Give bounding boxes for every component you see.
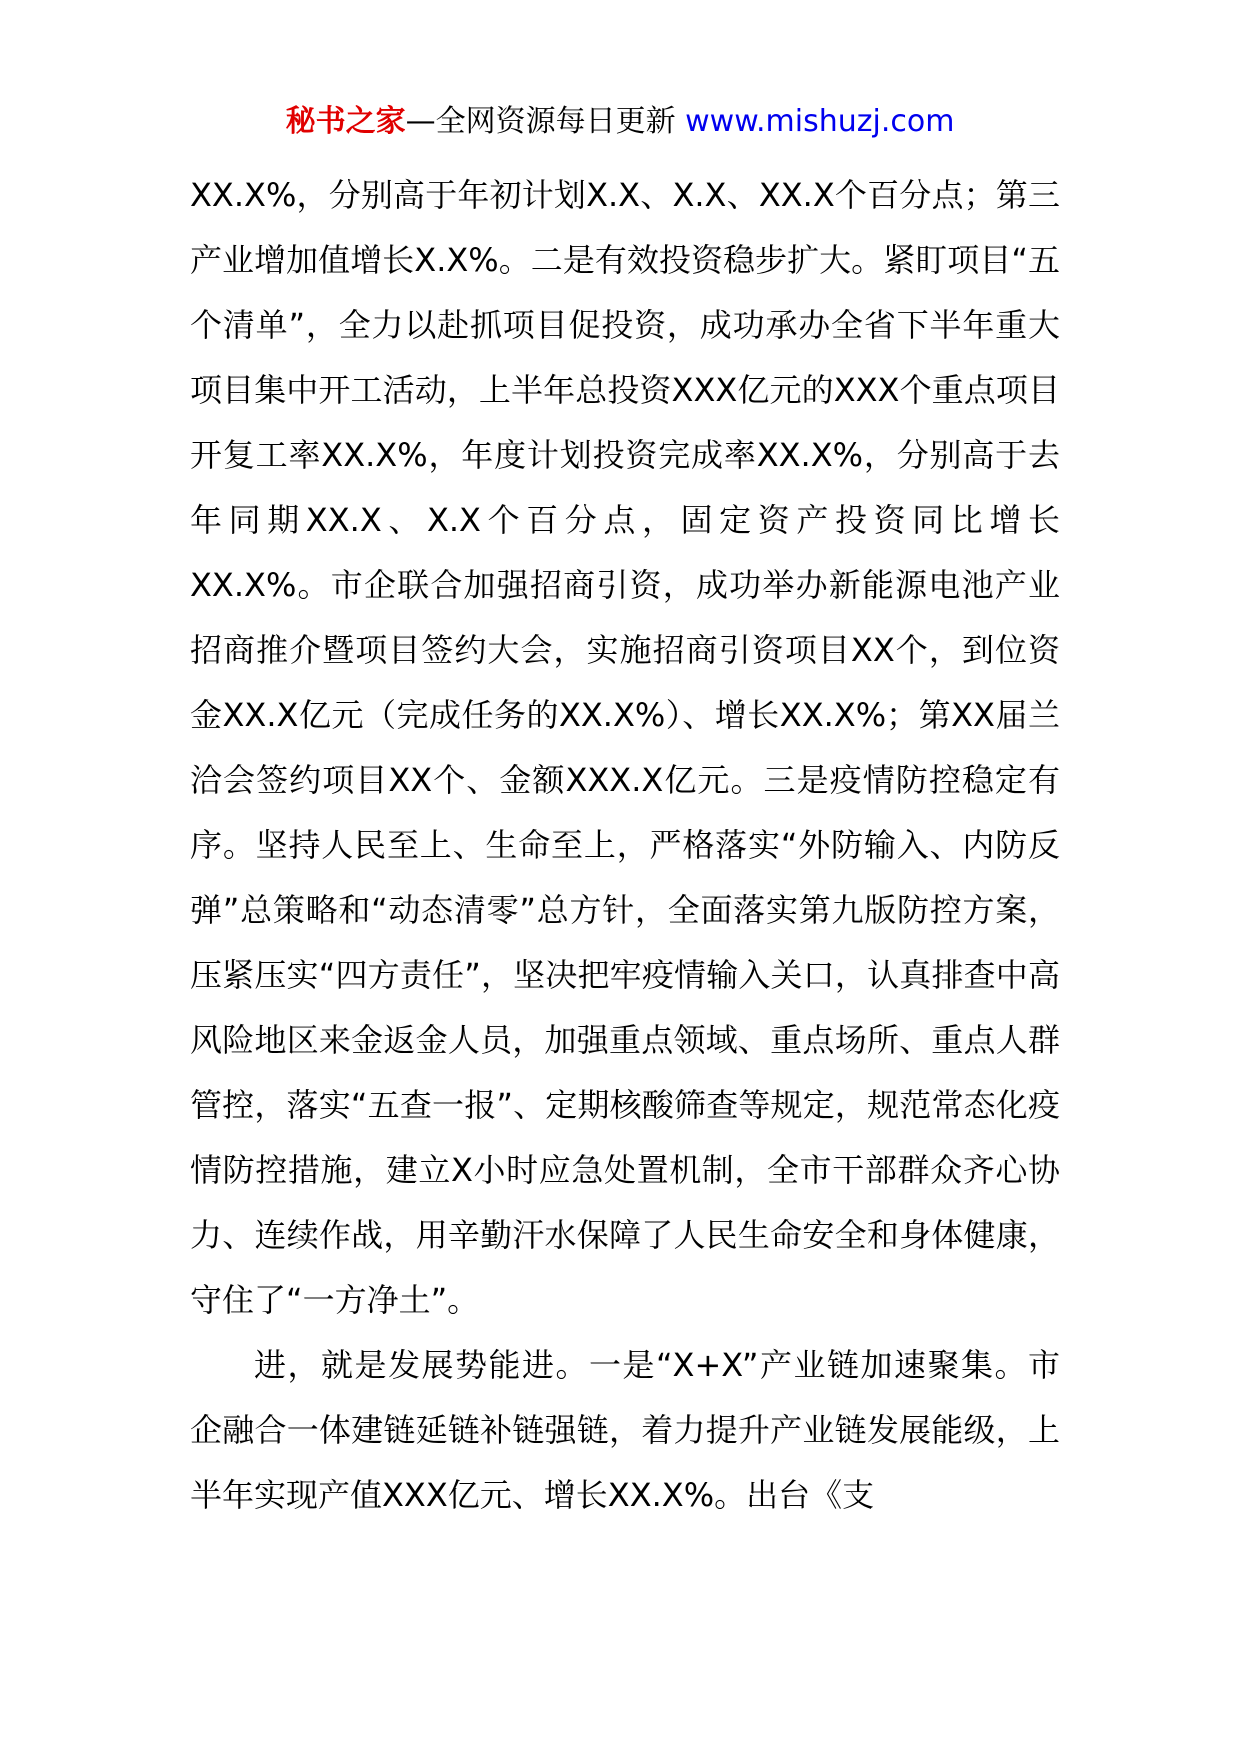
site-slogan: —全网资源每日更新 bbox=[405, 104, 676, 139]
site-header bbox=[0, 100, 1240, 144]
site-brand: 秘书之家 bbox=[285, 104, 406, 139]
document-body bbox=[190, 163, 1060, 1528]
site-url-link[interactable]: www.mishuzj.com bbox=[685, 104, 955, 139]
paragraph-continued: XX.X%，分别高于年初计划X.X、X.X、XX.X个百分点；第三产业增加值增长X.X%。二是有效投资稳步扩大。紧盯项目“五个清单”，全力以赴抓项目促投资，成功承办全省下半年重大项目集中开工活动，上半年总投资XXX亿元的XXX个重点项目开复工率XX.X%，年度计划投资完成率XX.X%，分别高于去年同期XX.X、X.X个百分点，固定资产投资同比增长XX.X%。市企联合加强招商引资，成功举办新能源电池产业招商推介暨项目签约大会，实施招商引资项目XX个，到位资金XX.X亿元（完成任务的XX.X%）、增长XX.X%；第XX届兰洽会签约项目XX个、金额XXX.X亿元。三是疫情防控稳定有序。坚持人民至上、生命至上，严格落实“外防输入、内防反弹”总策略和“动态清零”总方针，全面落实第九版防控方案，压紧压实“四方责任”，坚决把牢疫情输入关口，认真排查中高风险地区来金返金人员，加强重点领域、重点场所、重点人群管控，落实“五查一报”、定期核酸筛查等规定，规范常态化疫情防控措施，建立X小时应急处置机制，全市干部群众齐心协力、连续作战，用辛勤汗水保障了人民生命安全和身体健康，守住了“一方净土”。 bbox=[190, 176, 1060, 1319]
paragraph-development: 进，就是发展势能进。一是“X+X”产业链加速聚集。市企融合一体建链延链补链强链，着力提升产业链发展能级，上半年实现产值XXX亿元、增长XX.X%。出台《支 bbox=[190, 1346, 1060, 1514]
